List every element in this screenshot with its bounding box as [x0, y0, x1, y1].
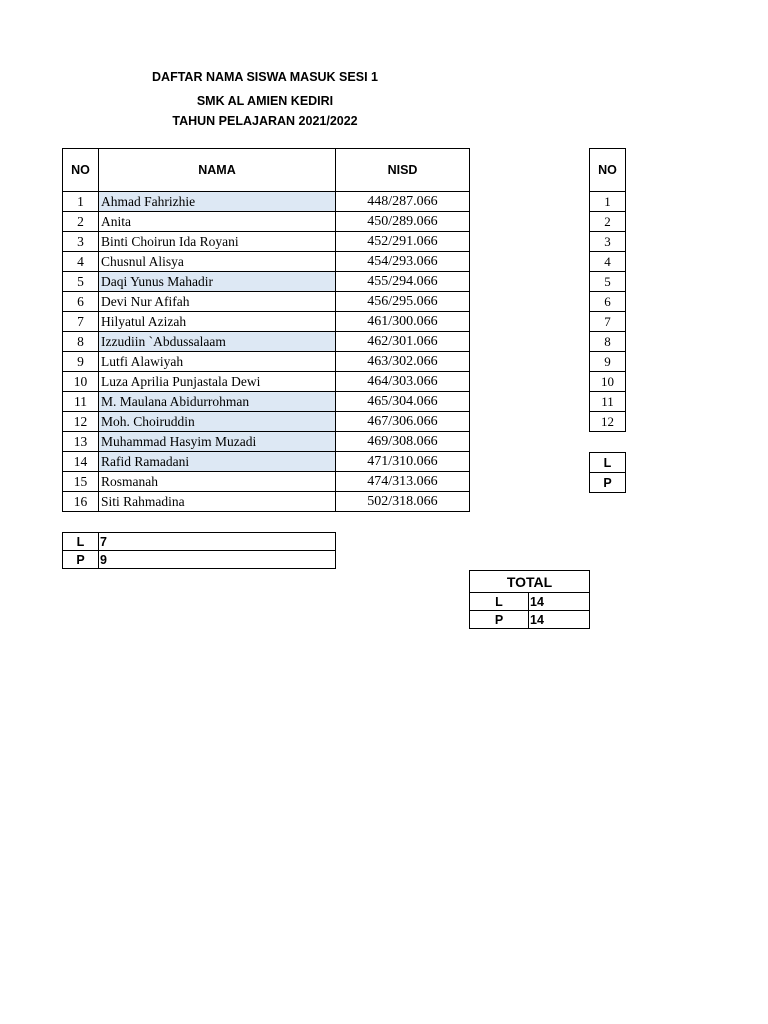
row-nisd: 464/303.066 — [336, 372, 470, 392]
legend-row — [590, 453, 626, 473]
row-no: 4 — [63, 252, 99, 272]
table-body — [63, 192, 470, 512]
gender-label: L — [63, 533, 99, 551]
table-row — [63, 472, 470, 492]
table-row — [63, 392, 470, 412]
row-no: 16 — [63, 492, 99, 512]
row-nisd: 474/313.066 — [336, 472, 470, 492]
table-row — [63, 272, 470, 292]
row-nama: Devi Nur Afifah — [99, 292, 336, 312]
row-nama: Binti Choirun Ida Royani — [99, 232, 336, 252]
row-nisd: 465/304.066 — [336, 392, 470, 412]
table-row — [63, 372, 470, 392]
total-label: P — [470, 611, 529, 629]
right-row-no: 2 — [590, 212, 626, 232]
row-nisd: 471/310.066 — [336, 452, 470, 472]
row-nisd: 455/294.066 — [336, 272, 470, 292]
right-row — [590, 292, 626, 312]
row-nisd: 452/291.066 — [336, 232, 470, 252]
total-value: 14 — [529, 611, 590, 629]
legend-label: P — [590, 473, 626, 493]
row-nama: Moh. Choiruddin — [99, 412, 336, 432]
row-nisd: 454/293.066 — [336, 252, 470, 272]
column-header-nama: NAMA — [99, 149, 336, 192]
table-row — [63, 352, 470, 372]
row-no: 3 — [63, 232, 99, 252]
row-no: 6 — [63, 292, 99, 312]
row-no: 7 — [63, 312, 99, 332]
row-nisd: 467/306.066 — [336, 412, 470, 432]
right-row — [590, 192, 626, 212]
title-line-3: TAHUN PELAJARAN 2021/2022 — [172, 114, 358, 128]
row-nisd: 456/295.066 — [336, 292, 470, 312]
column-header-nisd: NISD — [336, 149, 470, 192]
gender-count: 9 — [99, 551, 336, 569]
row-nisd: 461/300.066 — [336, 312, 470, 332]
row-nisd: 462/301.066 — [336, 332, 470, 352]
row-no: 10 — [63, 372, 99, 392]
row-no: 5 — [63, 272, 99, 292]
right-row-no: 6 — [590, 292, 626, 312]
right-row — [590, 332, 626, 352]
right-row-no: 5 — [590, 272, 626, 292]
right-row — [590, 312, 626, 332]
right-row-no: 8 — [590, 332, 626, 352]
title-line-2: SMK AL AMIEN KEDIRI — [196, 94, 334, 108]
row-no: 8 — [63, 332, 99, 352]
row-no: 9 — [63, 352, 99, 372]
row-nama: Izzudiin `Abdussalaam — [99, 332, 336, 352]
table-row — [63, 432, 470, 452]
right-row — [590, 252, 626, 272]
row-nama: Muhammad Hasyim Muzadi — [99, 432, 336, 452]
right-number-table — [589, 148, 626, 432]
title-line-1: DAFTAR NAMA SISWA MASUK SESI 1 — [152, 70, 378, 84]
column-header-no: NO — [63, 149, 99, 192]
row-no: 1 — [63, 192, 99, 212]
total-table — [469, 570, 590, 629]
row-no: 2 — [63, 212, 99, 232]
row-nama: Siti Rahmadina — [99, 492, 336, 512]
row-nama: Rosmanah — [99, 472, 336, 492]
row-nama: Rafid Ramadani — [99, 452, 336, 472]
total-header: TOTAL — [470, 571, 590, 593]
row-nisd: 502/318.066 — [336, 492, 470, 512]
row-nama: Lutfi Alawiyah — [99, 352, 336, 372]
row-nama: Anita — [99, 212, 336, 232]
table-row — [63, 312, 470, 332]
gender-summary-table — [62, 532, 336, 569]
row-nisd: 469/308.066 — [336, 432, 470, 452]
right-row — [590, 372, 626, 392]
table-row — [63, 412, 470, 432]
row-no: 14 — [63, 452, 99, 472]
row-nama: M. Maulana Abidurrohman — [99, 392, 336, 412]
row-nisd: 450/289.066 — [336, 212, 470, 232]
table-row — [63, 492, 470, 512]
row-nama: Ahmad Fahrizhie — [99, 192, 336, 212]
total-row — [470, 593, 590, 611]
table-row — [63, 232, 470, 252]
table-row — [63, 332, 470, 352]
student-table — [62, 148, 470, 512]
right-row — [590, 232, 626, 252]
row-nama: Hilyatul Azizah — [99, 312, 336, 332]
total-row — [470, 611, 590, 629]
right-row-no: 3 — [590, 232, 626, 252]
legend-row — [590, 473, 626, 493]
right-row-no: 9 — [590, 352, 626, 372]
row-no: 13 — [63, 432, 99, 452]
table-header-row — [63, 149, 470, 192]
total-label: L — [470, 593, 529, 611]
right-row — [590, 392, 626, 412]
right-legend-table — [589, 452, 626, 493]
row-no: 11 — [63, 392, 99, 412]
right-row-no: 1 — [590, 192, 626, 212]
right-row — [590, 412, 626, 432]
legend-label: L — [590, 453, 626, 473]
gender-label: P — [63, 551, 99, 569]
total-value: 14 — [529, 593, 590, 611]
right-row-no: 12 — [590, 412, 626, 432]
table-row — [63, 452, 470, 472]
right-row-no: 11 — [590, 392, 626, 412]
row-nisd: 448/287.066 — [336, 192, 470, 212]
right-row — [590, 272, 626, 292]
row-no: 12 — [63, 412, 99, 432]
row-nama: Chusnul Alisya — [99, 252, 336, 272]
table-row — [63, 252, 470, 272]
right-row-no: 4 — [590, 252, 626, 272]
table-row — [63, 212, 470, 232]
right-row-no: 10 — [590, 372, 626, 392]
gender-count: 7 — [99, 533, 336, 551]
gender-row — [63, 551, 336, 569]
table-row — [63, 192, 470, 212]
right-row — [590, 352, 626, 372]
row-no: 15 — [63, 472, 99, 492]
row-nisd: 463/302.066 — [336, 352, 470, 372]
right-column-header-no: NO — [590, 149, 626, 192]
right-row-no: 7 — [590, 312, 626, 332]
right-row — [590, 212, 626, 232]
table-row — [63, 292, 470, 312]
gender-row — [63, 533, 336, 551]
row-nama: Daqi Yunus Mahadir — [99, 272, 336, 292]
row-nama: Luza Aprilia Punjastala Dewi — [99, 372, 336, 392]
